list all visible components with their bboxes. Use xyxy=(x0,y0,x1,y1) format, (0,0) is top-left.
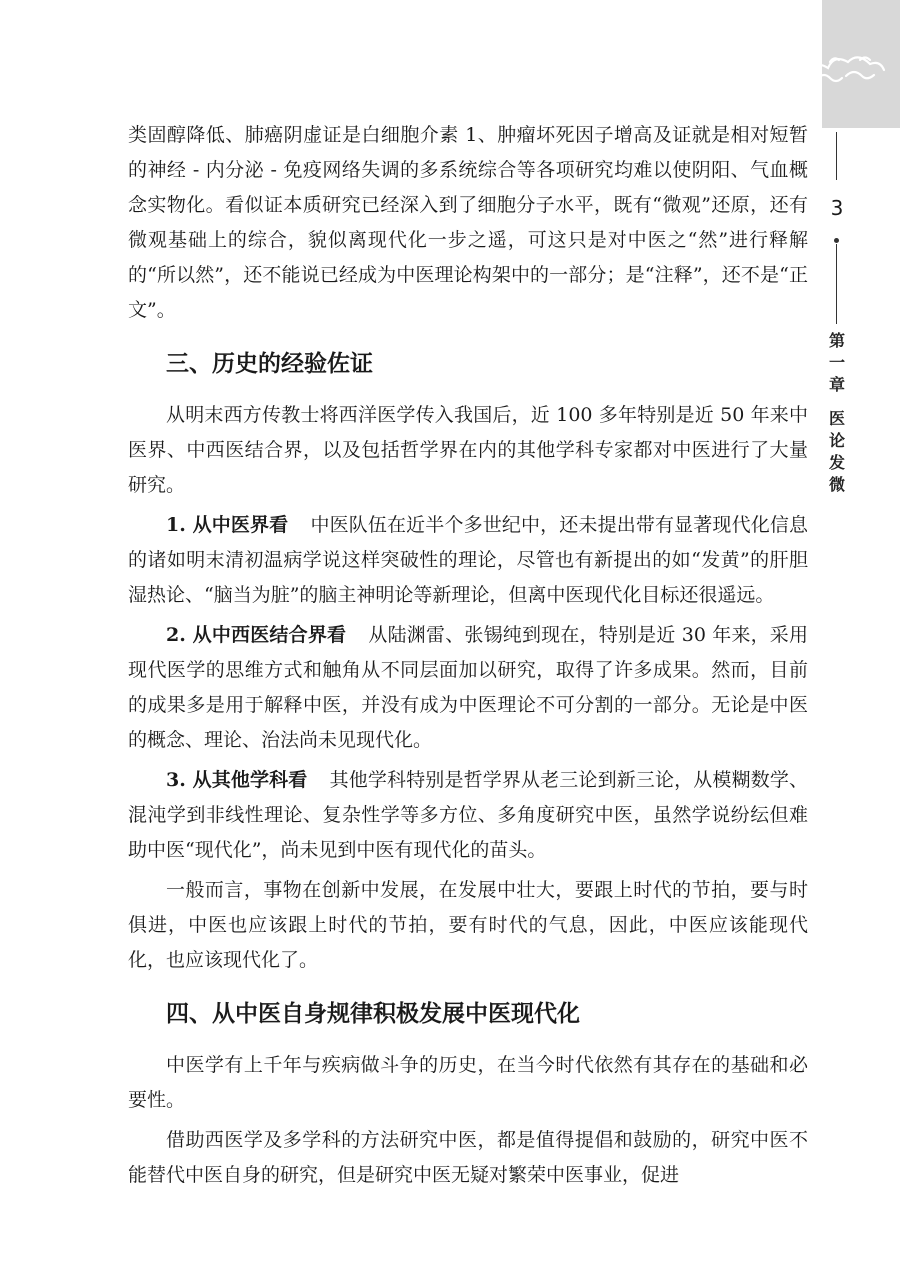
paragraph xyxy=(128,618,808,758)
paragraph: 借助西医学及多学科的方法研究中医，都是值得提倡和鼓励的，研究中医不能替代中医自身的研究，但是研究中医无疑对繁荣中医事业，促进 xyxy=(128,1129,808,1186)
paragraph: 中医学有上千年与疾病做斗争的历史，在当今时代依然有其存在的基础和必要性。 xyxy=(128,1054,808,1111)
subheading: 2. 从中西医结合界看 xyxy=(166,624,347,646)
section-heading: 四、从中医自身规律积极发展中医现代化 xyxy=(166,1001,580,1027)
page-number: 3 xyxy=(830,196,844,220)
section-heading: 三、历史的经验佐证 xyxy=(166,351,373,377)
margin-dot xyxy=(834,238,839,243)
cloud-ornament-icon xyxy=(800,38,900,96)
subheading: 3. 从其他学科看 xyxy=(166,769,308,791)
page-body xyxy=(128,118,808,1198)
paragraph-text: 从陆渊雷、张锡纯到现在，特别是近 30 年来，采用现代医学的思维方式和触角从不同层面加以研究，取得了许多成果。然而，目前的成果多是用于解释中医，并没有成为中医理论不可分割的一部分。无论是中医的概念、理论、治法尚未见现代化。 xyxy=(128,624,808,751)
chapter-label: 第一章 xyxy=(828,331,845,394)
paragraph xyxy=(128,508,808,613)
paragraph: 从明末西方传教士将西洋医学传入我国后，近 100 多年特别是近 50 年来中医界、中西医结合界，以及包括哲学界在内的其他学科专家都对中医进行了大量研究。 xyxy=(128,404,808,496)
paragraph xyxy=(128,763,808,868)
paragraph: 一般而言，事物在创新中发展，在发展中壮大，要跟上时代的节拍，要与时俱进，中医也应该跟上时代的节拍，要有时代的气息，因此，中医应该能现代化，也应该现代化了。 xyxy=(128,879,808,971)
margin-rule xyxy=(836,244,837,324)
paragraph-text: 中医队伍在近半个多世纪中，还未提出带有显著现代化信息的诸如明末清初温病学说这样突破性的理论，尽管也有新提出的如“发黄”的肝胆湿热论、“脑当为脏”的脑主神明论等新理论，但离中医现代化目标还很遥远。 xyxy=(128,514,808,606)
paragraph: 类固醇降低、肺癌阴虚证是白细胞介素 1、肿瘤坏死因子增高及证就是相对短暂的神经 - 内分泌 - 免疫网络失调的多系统综合等各项研究均难以使阴阳、气血概念实物化。看似证本质研究已经深入到了细胞分子水平，既有“微观”还原，还有微观基础上的综合，貌似离现代化一步之遥，可这只是对中医之“然”进行释解的“所以然”，还不能说已经成为中医理论构架中的一部分；是“注释”，还不是“正文”。 xyxy=(128,124,808,321)
section-label: 医论发微 xyxy=(828,409,845,494)
subheading: 1. 从中医界看 xyxy=(166,514,289,536)
paragraph-text: 其他学科特别是哲学界从老三论到新三论，从模糊数学、混沌学到非线性理论、复杂性学等多方位、多角度研究中医，虽然学说纷纭但难助中医“现代化”，尚未见到中医有现代化的苗头。 xyxy=(128,769,808,861)
margin-rule xyxy=(836,132,837,180)
